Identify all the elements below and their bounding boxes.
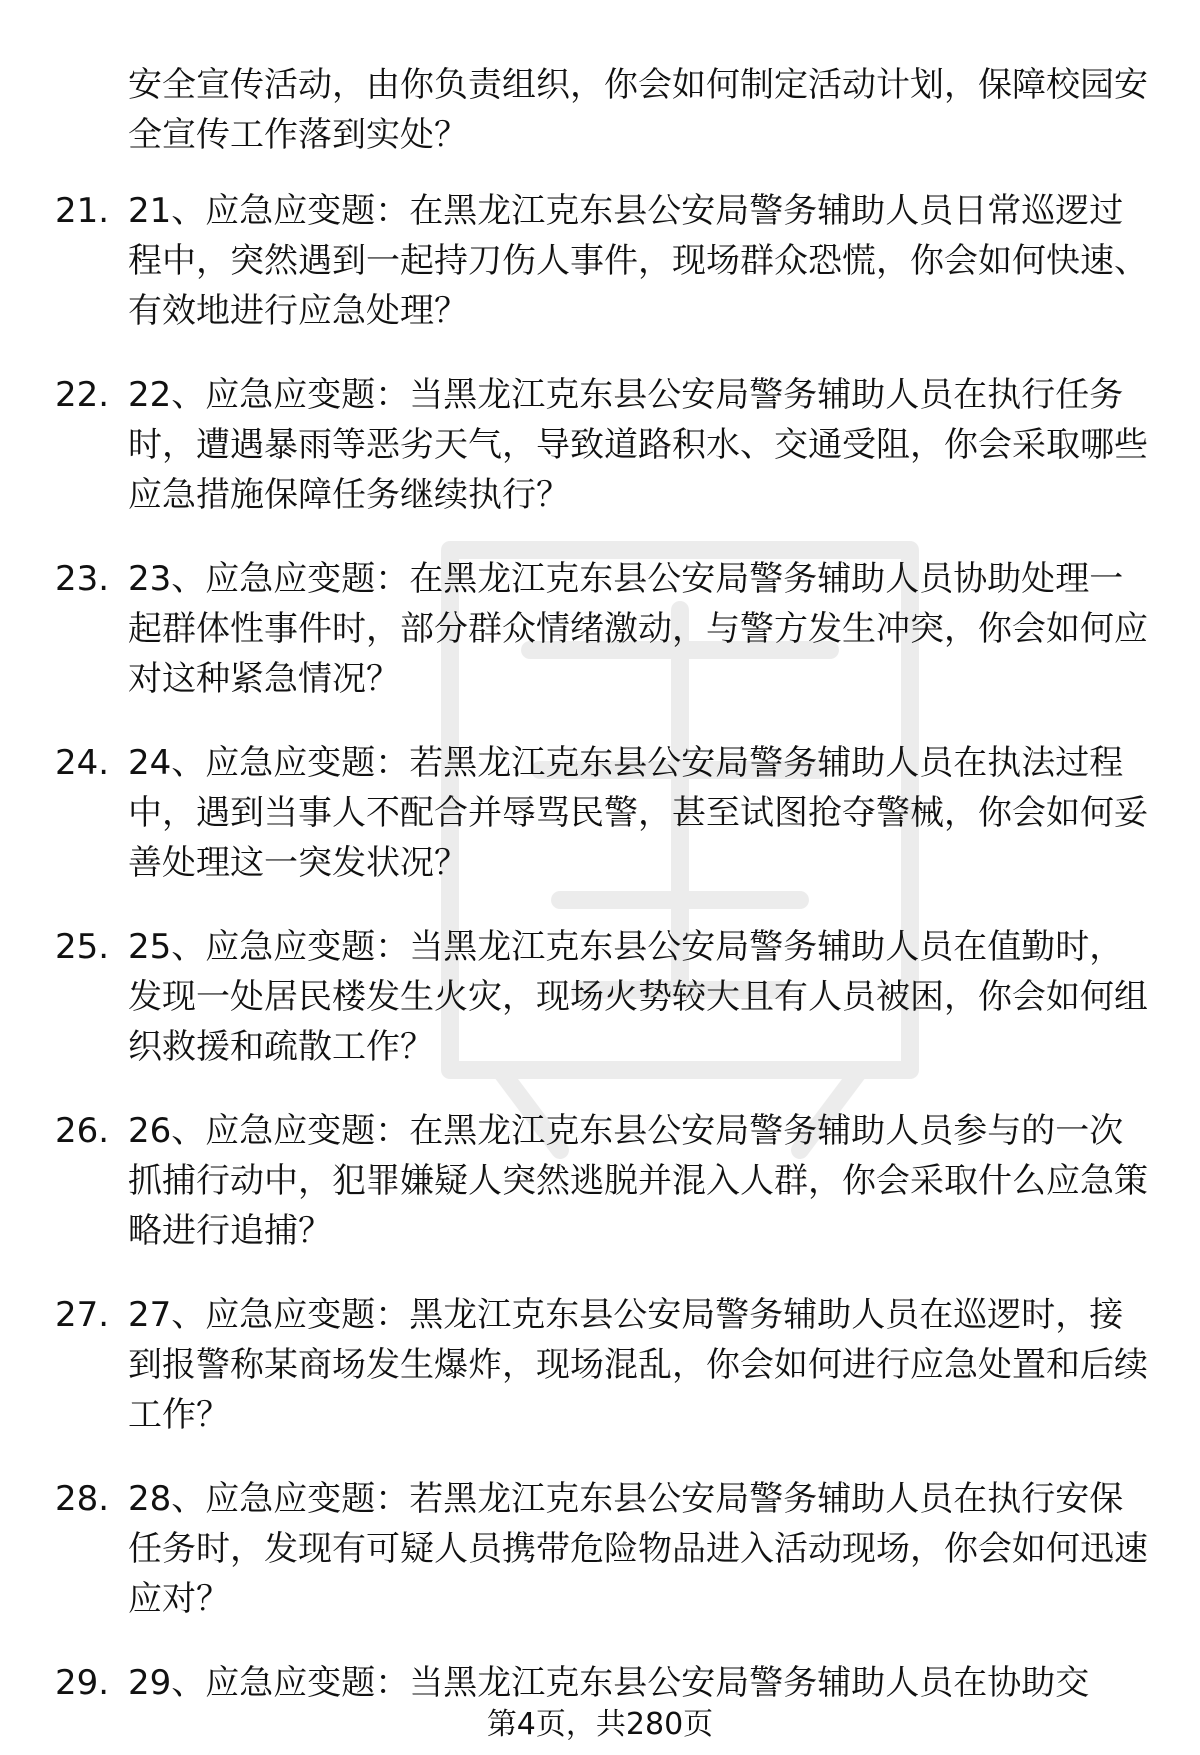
item-text: 21、应急应变题：在黑龙江克东县公安局警务辅助人员日常巡逻过程中，突然遇到一起持刀伤人事件，现场群众恐慌，你会如何快速、有效地进行应急处理？ (128, 191, 1148, 331)
list-item (0, 1106, 1200, 1256)
item-number: 29. (55, 1663, 110, 1703)
item-number: 28. (55, 1479, 110, 1519)
question-list (0, 186, 1200, 1742)
item-text: 28、应急应变题：若黑龙江克东县公安局警务辅助人员在执行安保任务时，发现有可疑人员携带危险物品进入活动现场，你会如何迅速应对？ (128, 1479, 1148, 1619)
list-item (0, 1290, 1200, 1440)
item-text: 29、应急应变题：当黑龙江克东县公安局警务辅助人员在协助交 (128, 1663, 1090, 1703)
list-item (0, 1658, 1200, 1708)
item-text: 25、应急应变题：当黑龙江克东县公安局警务辅助人员在值勤时，发现一处居民楼发生火灾，现场火势较大且有人员被困，你会如何组织救援和疏散工作？ (128, 927, 1148, 1067)
item-number: 27. (55, 1295, 110, 1335)
item-number: 26. (55, 1111, 110, 1151)
list-item (0, 370, 1200, 520)
page-footer: 第4页，共280页 (486, 1707, 714, 1742)
item-number: 21. (55, 191, 110, 231)
list-item (0, 186, 1200, 336)
list-item (0, 922, 1200, 1072)
item-text: 26、应急应变题：在黑龙江克东县公安局警务辅助人员参与的一次抓捕行动中，犯罪嫌疑人突然逃脱并混入人群，你会采取什么应急策略进行追捕？ (128, 1111, 1148, 1251)
lead-paragraph: 安全宣传活动，由你负责组织，你会如何制定活动计划，保障校园安全宣传工作落到实处？ (128, 65, 1148, 155)
list-item (0, 554, 1200, 704)
item-text: 23、应急应变题：在黑龙江克东县公安局警务辅助人员协助处理一起群体性事件时，部分群众情绪激动，与警方发生冲突，你会如何应对这种紧急情况？ (128, 559, 1148, 699)
list-item (0, 738, 1200, 888)
item-number: 24. (55, 743, 110, 783)
list-item (0, 1474, 1200, 1624)
item-number: 23. (55, 559, 110, 599)
item-text: 24、应急应变题：若黑龙江克东县公安局警务辅助人员在执法过程中，遇到当事人不配合并辱骂民警，甚至试图抢夺警械，你会如何妥善处理这一突发状况？ (128, 743, 1148, 883)
item-text: 27、应急应变题：黑龙江克东县公安局警务辅助人员在巡逻时，接到报警称某商场发生爆炸，现场混乱，你会如何进行应急处置和后续工作？ (128, 1295, 1148, 1435)
item-number: 22. (55, 375, 110, 415)
item-number: 25. (55, 927, 110, 967)
item-text: 22、应急应变题：当黑龙江克东县公安局警务辅助人员在执行任务时，遭遇暴雨等恶劣天气，导致道路积水、交通受阻，你会采取哪些应急措施保障任务继续执行？ (128, 375, 1148, 515)
